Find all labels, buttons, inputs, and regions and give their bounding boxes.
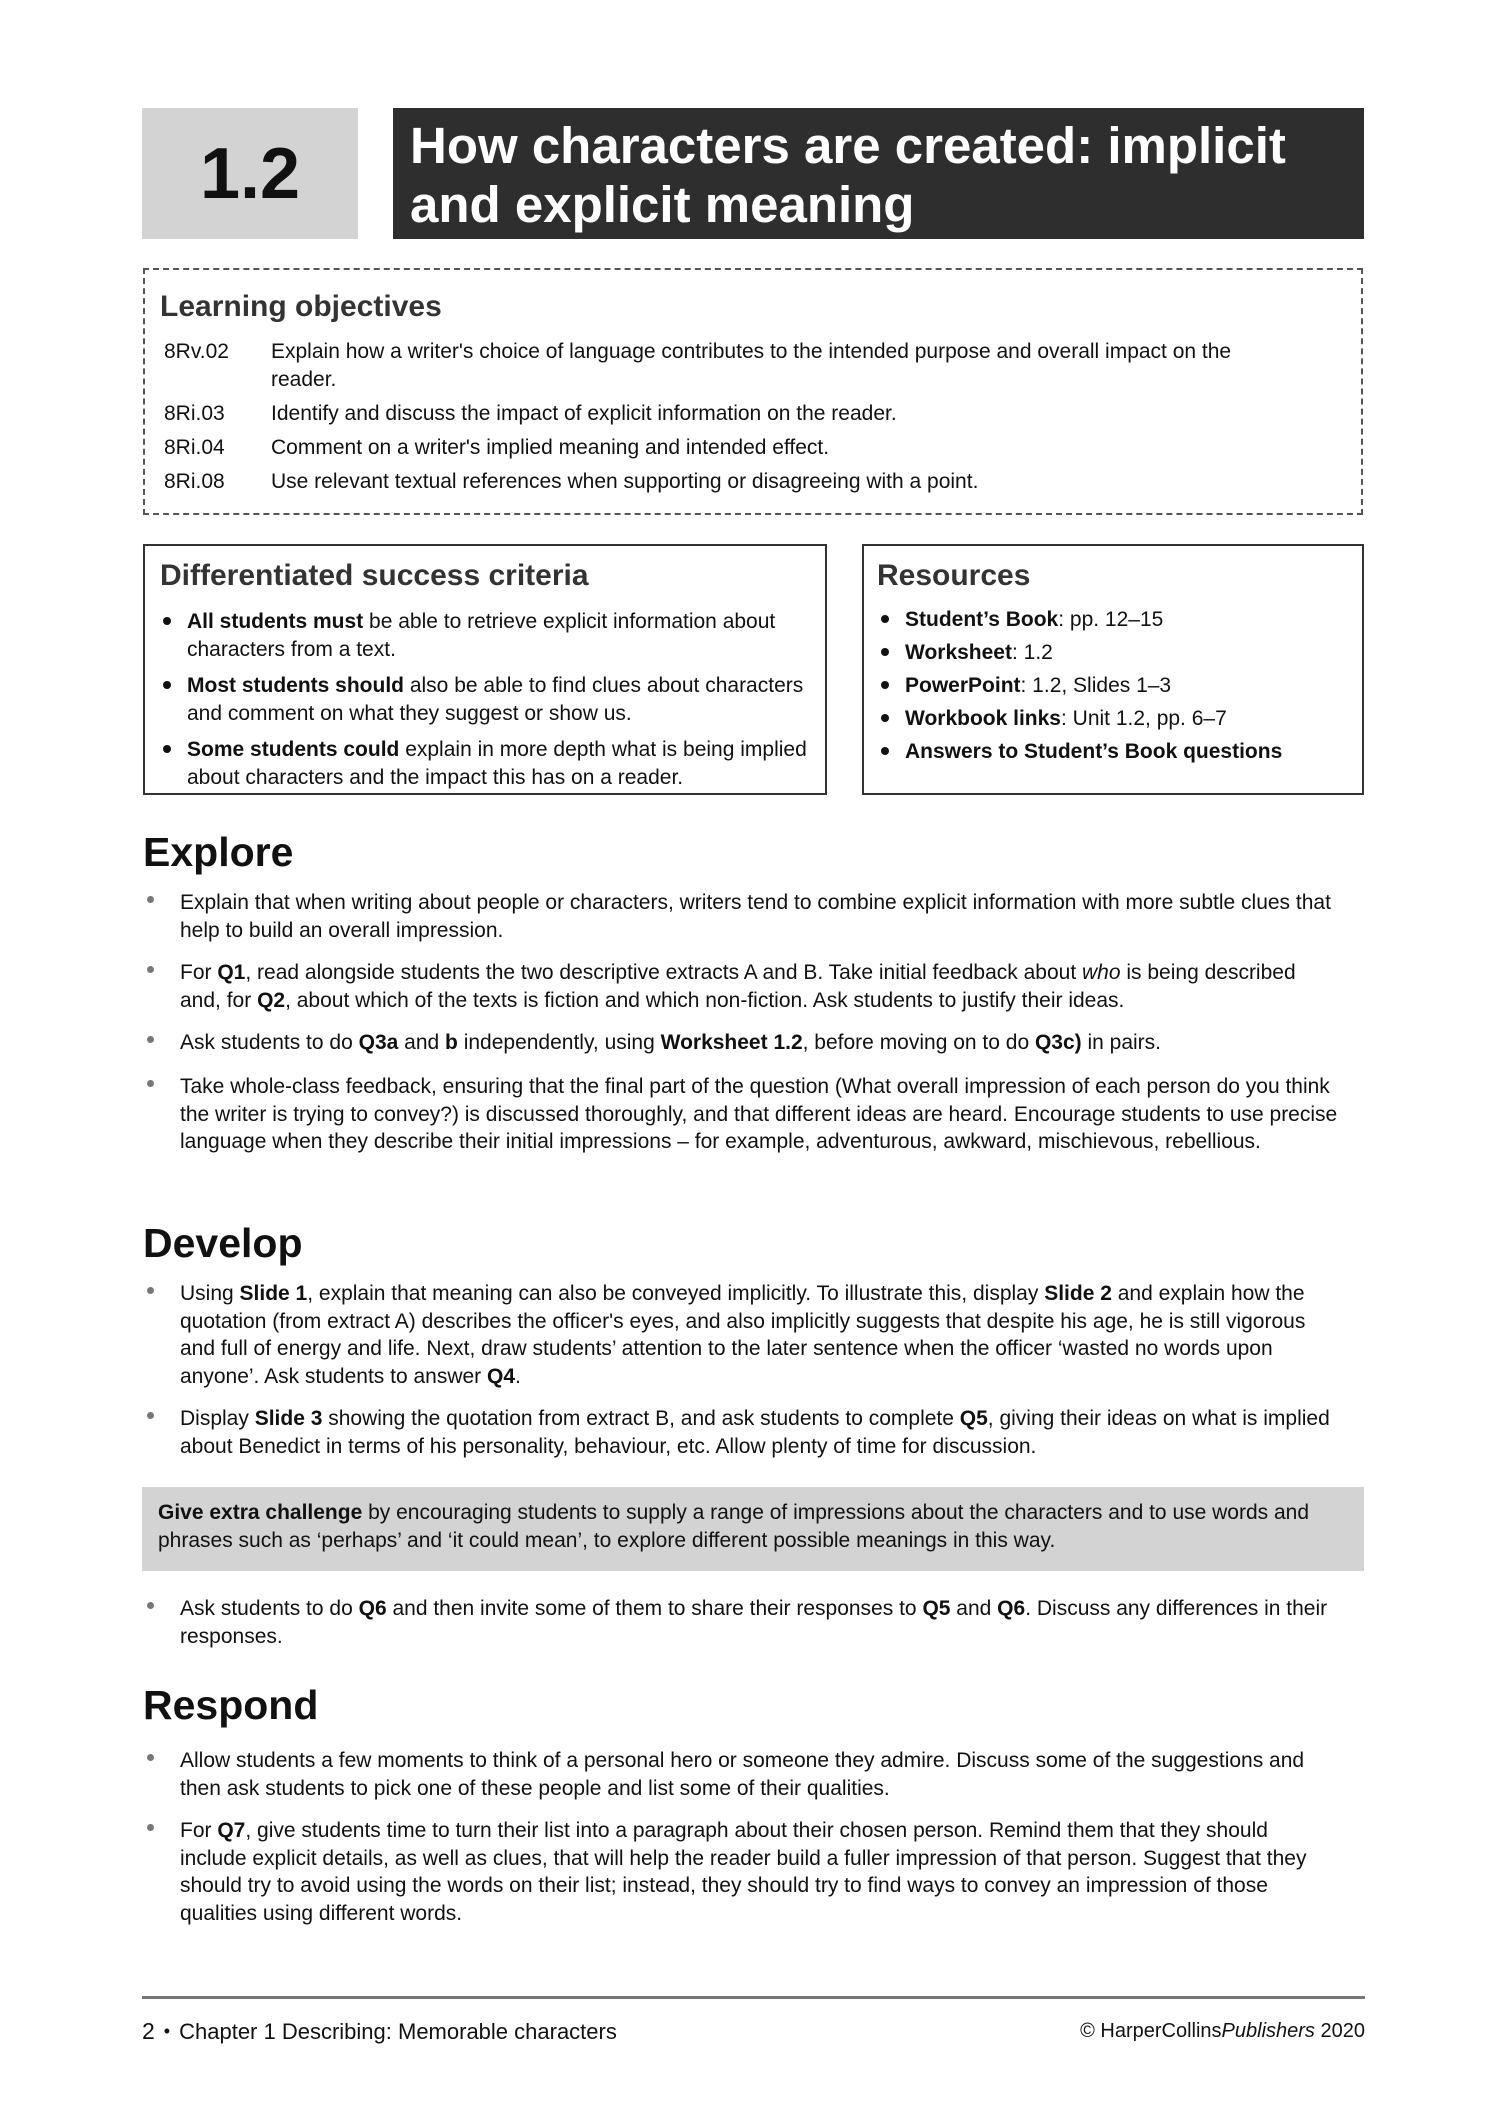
footer-separator: •	[163, 2021, 171, 2041]
page-title	[393, 108, 1364, 239]
explore-paragraph-2: For Q1, read alongside students the two descriptive extracts A and B. Take initial feedback about who is being described and, for Q2, about which of the texts is fiction and which non-fiction. Ask students to justify their ideas.	[180, 961, 1296, 1012]
title-line-2: and explicit meaning	[410, 176, 915, 233]
bullet-icon	[147, 1754, 154, 1761]
success-criteria-heading: Differentiated success criteria	[160, 559, 589, 592]
develop-paragraph-1: Using Slide 1, explain that meaning can also be conveyed implicitly. To illustrate this, display Slide 2 and explain how the quotation (from extract A) describes the officer's eyes, and also implicitly suggests that despite his age, he is still vigorous and full of energy and life. Next, draw students’ attention to the later sentence when the officer ‘wasted no words upon anyone’. Ask students to answer Q4.	[180, 1282, 1306, 1388]
respond-paragraph-1: Allow students a few moments to think of a personal hero or someone they admire. Discuss some of the suggestions and then ask students to pick one of these people and list some of their qualities.	[180, 1749, 1305, 1800]
explore-paragraph-3: Ask students to do Q3a and b independently, using Worksheet 1.2, before moving on to do Q3c) in pairs.	[180, 1031, 1162, 1054]
objective-code: 8Ri.04	[164, 436, 225, 459]
objective-code: 8Ri.08	[164, 470, 225, 493]
list-item: Most students should also be able to find clues about characters and comment on what they suggest or show us.	[160, 672, 817, 728]
objective-text: Use relevant textual references when supporting or disagreeing with a point.	[271, 470, 979, 493]
objective-text: Explain how a writer's choice of language contributes to the intended purpose and overall impact on the reader.	[271, 340, 1232, 391]
extra-challenge-box: Give extra challenge by encouraging students to supply a range of impressions about the characters and to use words and phrases such as ‘perhaps’ and ‘it could mean’, to explore different possible meanings in this way.	[142, 1487, 1364, 1571]
resources-list	[878, 606, 1354, 766]
develop-paragraph-3: Ask students to do Q6 and then invite some of them to share their responses to Q5 and Q6. Discuss any differences in their responses.	[180, 1597, 1328, 1648]
respond-heading: Respond	[143, 1682, 319, 1728]
explore-paragraph-4: Take whole-class feedback, ensuring that the final part of the question (What overall impression of each person do you think the writer is trying to convey?) is discussed thoroughly, and that different ideas are heard. Encourage students to use precise language when they describe their initial impressions – for example, adventurous, awkward, mischievous, rebellious.	[180, 1075, 1338, 1153]
resources-heading: Resources	[877, 559, 1031, 592]
section-number: 1.2	[142, 108, 358, 239]
footer-copyright: © HarperCollinsPublishers 2020	[1080, 2020, 1365, 2042]
list-item: PowerPoint: 1.2, Slides 1–3	[878, 672, 1354, 700]
bullet-icon	[147, 896, 154, 903]
bullet-icon	[147, 1602, 154, 1609]
bullet-icon	[147, 1824, 154, 1831]
bullet-icon	[147, 966, 154, 973]
respond-paragraph-2: For Q7, give students time to turn their list into a paragraph about their chosen person. Remind them that they should include explicit details, as well as clues, that will help the reader build a fuller impression of that person. Suggest that they should try to avoid using the words on their list; instead, they should try to find ways to convey an impression of those qualities using different words.	[180, 1819, 1307, 1925]
objective-code: 8Rv.02	[164, 340, 229, 363]
success-criteria-list	[160, 608, 817, 792]
list-item: All students must be able to retrieve explicit information about characters from a text.	[160, 608, 817, 664]
bullet-icon	[147, 1080, 154, 1087]
page-number: 2	[142, 2018, 155, 2044]
explore-heading: Explore	[143, 829, 294, 875]
list-item: Worksheet: 1.2	[878, 639, 1354, 667]
footer-divider	[142, 1996, 1365, 1999]
objective-text: Comment on a writer's implied meaning and intended effect.	[271, 436, 830, 459]
explore-paragraph-1: Explain that when writing about people or characters, writers tend to combine explicit information with more subtle clues that help to build an overall impression.	[180, 891, 1331, 942]
bullet-icon	[147, 1287, 154, 1294]
list-item: Some students could explain in more depth what is being implied about characters and the impact this has on a reader.	[160, 736, 817, 792]
objective-text: Identify and discuss the impact of explicit information on the reader.	[271, 402, 897, 425]
learning-objectives-box	[143, 268, 1363, 515]
resources-box	[862, 544, 1364, 795]
title-line-1: How characters are created: implicit	[410, 117, 1286, 174]
objective-code: 8Ri.03	[164, 402, 225, 425]
list-item: Student’s Book: pp. 12–15	[878, 606, 1354, 634]
footer-chapter	[142, 2018, 617, 2045]
develop-paragraph-2: Display Slide 3 showing the quotation from extract B, and ask students to complete Q5, giving their ideas on what is implied about Benedict in terms of his personality, behaviour, etc. Allow plenty of time for discussion.	[180, 1407, 1330, 1458]
list-item: Answers to Student’s Book questions	[878, 738, 1354, 766]
success-criteria-box	[143, 544, 827, 795]
chapter-title: Chapter 1 Describing: Memorable characters	[179, 2019, 617, 2044]
bullet-icon	[147, 1036, 154, 1043]
bullet-icon	[147, 1412, 154, 1419]
list-item: Workbook links: Unit 1.2, pp. 6–7	[878, 705, 1354, 733]
develop-heading: Develop	[143, 1220, 303, 1266]
learning-objectives-heading: Learning objectives	[160, 290, 442, 323]
